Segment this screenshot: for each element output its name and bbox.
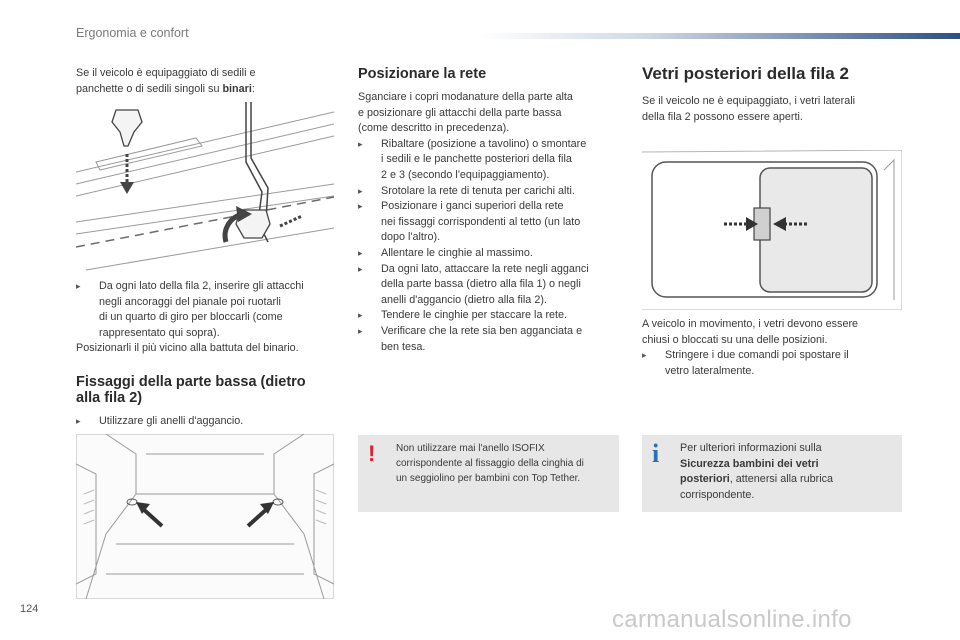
rail-anchor-figure — [76, 102, 334, 272]
net-intro-line: Sganciare i copri modanature della parte alta — [358, 91, 573, 103]
sliding-window-figure — [642, 150, 902, 310]
info-link-text: Sicurezza bambini dei vetri — [680, 457, 819, 470]
net-bullet-line: Allentare le cinghie al massimo. — [381, 246, 533, 259]
rail-intro-line: Se il veicolo è equipaggiato di sedili e — [76, 67, 256, 79]
net-bullet-line: Posizionare i ganci superiori della rete — [381, 200, 564, 213]
net-section-title: Posizionare la rete — [358, 66, 487, 82]
net-bullet-line: Da ogni lato, attaccare la rete negli agganci — [381, 262, 589, 275]
info-link-text: posteriori — [680, 473, 730, 486]
rail-keyword: binari — [222, 82, 252, 95]
net-bullet-line: Verificare che la rete sia ben agganciata e — [381, 324, 583, 337]
net-bullet — [358, 308, 628, 324]
info-line: , attenersi alla rubrica — [729, 473, 834, 486]
net-bullet — [358, 324, 628, 355]
net-intro-line: e posizionare gli attacchi della parte bassa — [358, 106, 562, 119]
arrow-bullet-icon: ▸ — [642, 350, 647, 361]
windows-bullet-line: Stringere i due comandi poi spostare il — [665, 349, 849, 362]
arrow-bullet-icon: ▸ — [358, 247, 363, 258]
warning-line: corrispondente al fissaggio della cinghia di — [396, 458, 584, 470]
lower-anchors-title-line: alla fila 2) — [76, 390, 143, 406]
windows-section-title: Vetri posteriori della fila 2 — [642, 64, 849, 83]
rail-bullet-line: di un quarto di giro per bloccarli (come — [99, 311, 283, 324]
info-box — [642, 435, 902, 512]
arrow-bullet-icon: ▸ — [358, 138, 363, 149]
net-intro-line: (come descritto in precedenza). — [358, 122, 510, 135]
warning-box — [358, 435, 619, 512]
page-number: 124 — [20, 603, 39, 615]
net-bullet — [358, 262, 628, 309]
lower-anchors-bullet-text: Utilizzare gli anelli d'aggancio. — [99, 415, 244, 427]
info-line: corrispondente. — [680, 488, 755, 501]
exclamation-icon: ! — [368, 441, 376, 466]
arrow-bullet-icon: ▸ — [76, 416, 81, 426]
net-bullet — [358, 137, 628, 184]
net-bullet — [358, 184, 628, 200]
net-bullet-line: i sedili e le panchette posteriori della fila — [381, 153, 572, 166]
arrow-bullet-icon: ▸ — [358, 325, 363, 336]
arrow-bullet-icon: ▸ — [358, 185, 363, 196]
net-bullet-line: nei fissaggi corrispondenti al tetto (un lato — [381, 215, 581, 228]
rail-bullet-line: rappresentato qui sopra). — [99, 326, 220, 339]
windows-bullet-line: vetro lateralmente. — [665, 364, 755, 377]
windows-intro-line: Se il veicolo ne è equipaggiato, i vetri laterali — [642, 95, 856, 107]
windows-moving-instructions — [642, 317, 904, 379]
net-bullet-line: 2 e 3 (secondo l'equipaggiamento). — [381, 168, 550, 181]
arrow-bullet-icon: ▸ — [358, 310, 363, 321]
net-bullet-line: Srotolare la rete di tenuta per carichi alti. — [381, 184, 575, 197]
rail-note: Posizionarli il più vicino alla battuta del binario. — [76, 342, 299, 355]
rail-bullet-line: negli ancoraggi del pianale poi ruotarli — [99, 295, 281, 308]
net-bullet — [358, 246, 628, 262]
rail-intro-colon: : — [251, 82, 255, 95]
arrow-bullet-icon: ▸ — [76, 281, 81, 291]
windows-moving-line: chiusi o bloccati su una delle posizioni. — [642, 333, 828, 346]
rail-instructions — [76, 279, 346, 357]
watermark: carmanualsonline.info — [612, 606, 852, 633]
lower-anchors-bullet — [76, 414, 346, 430]
arrow-bullet-icon: ▸ — [358, 263, 363, 274]
info-icon: i — [652, 439, 660, 468]
windows-moving-line: A veicolo in movimento, i vetri devono essere — [642, 318, 859, 330]
net-bullet-line: dopo l'altro). — [381, 231, 441, 244]
rail-intro — [76, 66, 341, 97]
rail-intro-line — [76, 82, 341, 98]
warning-line: un seggiolino per bambini con Top Tether. — [396, 473, 581, 485]
rail-bullet — [76, 279, 346, 341]
net-bullet-line: Tendere le cinghie per staccare la rete. — [381, 309, 568, 322]
section-header: Ergonomia e confort — [76, 26, 189, 40]
rail-intro-text: panchette o di sedili singoli su — [76, 82, 223, 95]
net-bullet-line: anelli d'aggancio (dietro alla fila 2). — [381, 293, 547, 306]
net-instructions — [358, 90, 628, 355]
header-gradient-bar — [480, 33, 960, 39]
lower-anchors-title — [76, 374, 346, 406]
info-line: Per ulteriori informazioni sulla — [680, 442, 822, 454]
rail-bullet-line: Da ogni lato della fila 2, inserire gli attacchi — [99, 280, 304, 292]
windows-bullet — [642, 348, 904, 379]
lower-anchors-title-line: Fissaggi della parte bassa (dietro — [76, 374, 306, 390]
warning-line: Non utilizzare mai l'anello ISOFIX — [396, 443, 545, 454]
arrow-bullet-icon: ▸ — [358, 201, 363, 212]
net-bullet-line: Ribaltare (posizione a tavolino) o smontare — [381, 137, 587, 150]
net-bullet-line: della parte bassa (dietro alla fila 1) o negli — [381, 278, 581, 291]
net-bullet-line: ben tesa. — [381, 340, 426, 353]
windows-intro — [642, 94, 904, 125]
warning-text — [396, 441, 616, 487]
windows-intro-line: della fila 2 possono essere aperti. — [642, 110, 803, 123]
info-text — [680, 441, 900, 503]
net-bullet — [358, 199, 628, 246]
cargo-floor-figure — [76, 434, 334, 599]
